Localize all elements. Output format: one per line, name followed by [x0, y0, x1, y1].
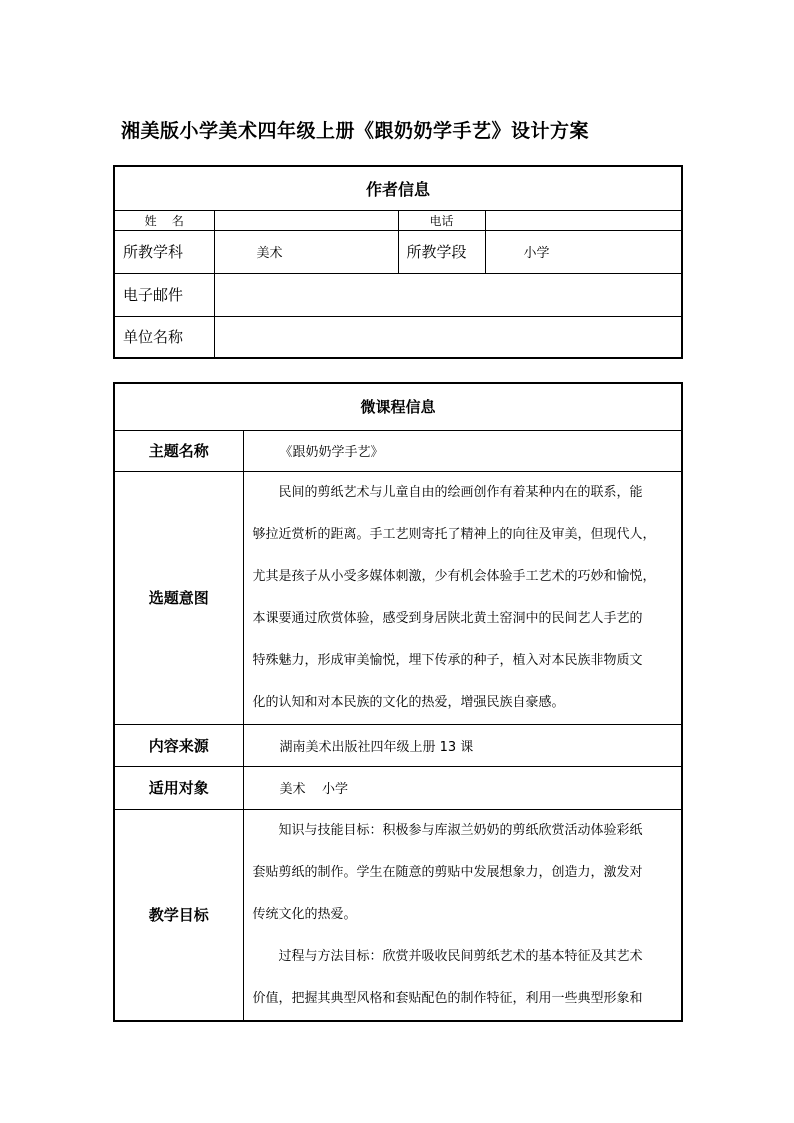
stage-label: 所教学段	[398, 230, 485, 273]
goal-line: 过程与方法目标：欣赏并吸收民间剪纸艺术的基本特征及其艺术	[278, 948, 643, 964]
intent-label: 选题意图	[114, 471, 243, 724]
intent-text	[243, 471, 682, 724]
email-label: 电子邮件	[114, 273, 214, 316]
name-field[interactable]	[214, 210, 398, 230]
goal-line: 知识与技能目标：积极参与库淑兰奶奶的剪纸欣赏活动体验彩纸	[278, 822, 643, 838]
goal-label: 教学目标	[114, 809, 243, 1021]
intent-line: 民间的剪纸艺术与儿童自由的绘画创作有着某种内在的联系，能	[278, 484, 643, 500]
goal-line: 价值，把握其典型风格和套贴配色的制作特征，利用一些典型形象和	[252, 990, 643, 1006]
author-info-table	[113, 165, 683, 359]
subject-field[interactable]: 美术	[214, 230, 398, 273]
goal-line: 传统文化的热爱。	[252, 906, 357, 922]
phone-field[interactable]	[485, 210, 682, 230]
intent-line: 尤其是孩子从小受多媒体刺激，少有机会体验手工艺术的巧妙和愉悦，	[252, 568, 656, 584]
audience-label: 适用对象	[114, 766, 243, 809]
org-label: 单位名称	[114, 316, 214, 358]
topic-label: 主题名称	[114, 430, 243, 471]
intent-line: 特殊魅力，形成审美愉悦，埋下传承的种子，植入对本民族非物质文	[252, 652, 643, 668]
intent-line: 本课要通过欣赏体验，感受到身居陕北黄土窑洞中的民间艺人手艺的	[252, 610, 643, 626]
author-info-header: 作者信息	[114, 166, 682, 210]
stage-field[interactable]: 小学	[485, 230, 682, 273]
course-info-header: 微课程信息	[114, 383, 682, 430]
org-field[interactable]	[214, 316, 682, 358]
source-label: 内容来源	[114, 724, 243, 766]
intent-line: 化的认知和对本民族的文化的热爱，增强民族自豪感。	[252, 694, 565, 710]
audience-value: 美术 小学	[243, 766, 682, 809]
course-info-table	[113, 382, 683, 1022]
name-label: 姓 名	[114, 210, 214, 230]
topic-value: 《跟奶奶学手艺》	[243, 430, 682, 471]
email-field[interactable]	[214, 273, 682, 316]
document-title: 湘美版小学美术四年级上册《跟奶奶学手艺》设计方案	[121, 120, 590, 142]
intent-line: 够拉近赏析的距离。手工艺则寄托了精神上的向往及审美，但现代人，	[252, 526, 656, 542]
source-value: 湖南美术出版社四年级上册 13 课	[243, 724, 682, 766]
goal-line: 套贴剪纸的制作。学生在随意的剪贴中发展想象力，创造力，激发对	[252, 864, 643, 880]
phone-label: 电话	[398, 210, 485, 230]
subject-label: 所教学科	[114, 230, 214, 273]
goal-text	[243, 809, 682, 1021]
